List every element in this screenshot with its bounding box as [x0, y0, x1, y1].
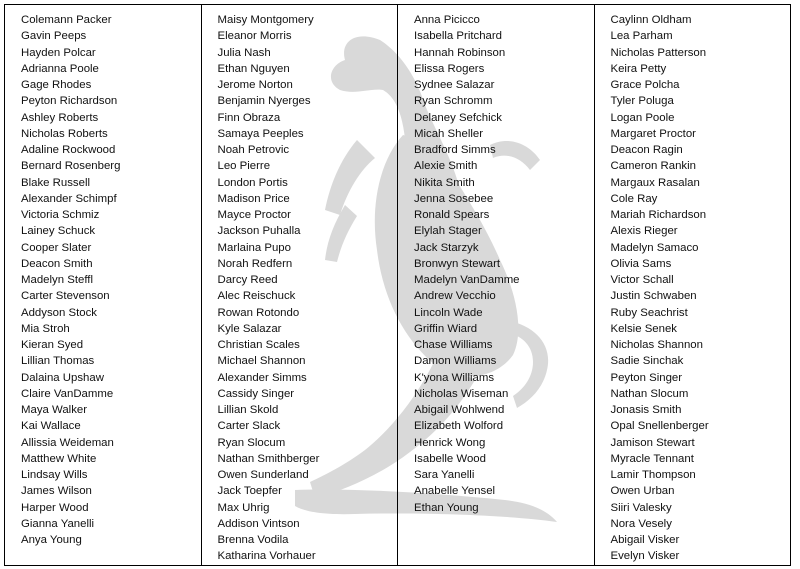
list-item: Noah Petrovic: [217, 144, 290, 156]
list-item: Hayden Polcar: [21, 46, 96, 59]
list-item: Evelyn Visker: [610, 550, 680, 563]
list-item: Mia Stroh: [21, 322, 70, 335]
list-item: Maisy Montgomery: [217, 14, 314, 26]
list-item: Madison Price: [217, 192, 290, 205]
list-item: Colemann Packer: [21, 14, 112, 26]
list-item: Elylah Stager: [414, 225, 482, 238]
list-item: Madelyn VanDamme: [414, 274, 520, 286]
list-item: Rowan Rotondo: [217, 306, 300, 319]
list-item: Peyton Singer: [610, 371, 683, 384]
list-item: Isabelle Wood: [414, 452, 486, 465]
list-item: Victoria Schmiz: [21, 209, 100, 221]
list-item: Justin Schwaben: [610, 290, 697, 303]
list-item: Chase Williams: [414, 339, 493, 351]
list-item: Carter Slack: [217, 420, 281, 433]
list-item: Eleanor Morris: [217, 30, 292, 43]
list-item: Anna Picicco: [414, 14, 480, 26]
list-item: Julia Nash: [217, 46, 271, 59]
list-item: Ethan Nguyen: [217, 62, 290, 75]
list-item: Finn Obraza: [217, 111, 281, 124]
list-item: Matthew White: [21, 452, 97, 465]
list-item: Bernard Rosenberg: [21, 160, 121, 173]
column-2: [201, 5, 398, 566]
list-item: Kelsie Senek: [610, 322, 677, 335]
list-item: Benjamin Nyerges: [217, 95, 311, 108]
list-item: Damon Williams: [414, 355, 497, 368]
list-item: Anabelle Yensel: [414, 485, 496, 498]
list-item: Blake Russell: [21, 176, 91, 189]
list-item: Tyler Poluga: [610, 95, 674, 108]
list-item: K'yona Williams: [414, 371, 495, 384]
list-item: Madelyn Steffl: [21, 274, 93, 286]
list-item: Cameron Rankin: [610, 160, 696, 173]
list-item: Micah Sheller: [414, 127, 484, 140]
table-row: [5, 5, 791, 566]
column-1: [5, 5, 202, 566]
list-item: Madelyn Samaco: [610, 241, 699, 254]
list-item: Logan Poole: [610, 111, 675, 124]
name-list: [414, 12, 594, 516]
list-item: Elizabeth Wolford: [414, 420, 504, 433]
list-item: Kai Wallace: [21, 420, 81, 433]
list-item: Deacon Smith: [21, 257, 93, 270]
list-item: Ronald Spears: [414, 209, 490, 221]
list-item: Griffin Wiard: [414, 322, 478, 335]
list-item: Owen Sunderland: [217, 469, 309, 481]
list-item: Bradford Simms: [414, 144, 496, 156]
list-item: Nicholas Wiseman: [414, 387, 509, 400]
list-item: Gavin Peeps: [21, 30, 87, 43]
list-item: Cooper Slater: [21, 241, 92, 254]
list-item: Darcy Reed: [217, 274, 278, 286]
list-item: Margaret Proctor: [610, 127, 696, 140]
list-item: Alec Reischuck: [217, 290, 296, 303]
list-item: Jack Toepfer: [217, 485, 282, 498]
list-item: Victor Schall: [610, 274, 674, 286]
list-item: Jenna Sosebee: [414, 192, 494, 205]
list-item: Max Uhrig: [217, 501, 270, 514]
list-item: Grace Polcha: [610, 79, 680, 91]
list-item: Dalaina Upshaw: [21, 371, 104, 384]
list-item: Nicholas Shannon: [610, 339, 703, 351]
list-item: Sara Yanelli: [414, 469, 475, 481]
list-item: Lamir Thompson: [610, 469, 696, 481]
list-item: Jonasis Smith: [610, 404, 682, 416]
list-item: Cassidy Singer: [217, 387, 295, 400]
list-item: Elissa Rogers: [414, 62, 485, 75]
list-item: Samaya Peeples: [217, 127, 304, 140]
list-item: Adaline Rockwood: [21, 144, 116, 156]
list-item: Leo Pierre: [217, 160, 271, 173]
list-item: Adrianna Poole: [21, 62, 99, 75]
list-item: Olivia Sams: [610, 257, 672, 270]
list-item: Jackson Puhalla: [217, 225, 301, 238]
column-3: [398, 5, 595, 566]
list-item: Carter Stevenson: [21, 290, 110, 303]
list-item: Lindsay Wills: [21, 469, 88, 481]
list-item: Allissia Weideman: [21, 436, 114, 449]
list-item: Nora Vesely: [610, 517, 672, 530]
list-item: Nikita Smith: [414, 176, 475, 189]
list-item: Sadie Sinchak: [610, 355, 684, 368]
list-item: Addyson Stock: [21, 306, 97, 319]
list-item: Deacon Ragin: [610, 144, 683, 156]
list-item: Kyle Salazar: [217, 322, 282, 335]
list-item: Alexander Simms: [217, 371, 307, 384]
list-item: Nicholas Roberts: [21, 127, 108, 140]
list-item: Anya Young: [21, 534, 82, 546]
list-item: Abigail Visker: [610, 534, 680, 546]
list-item: Lea Parham: [610, 30, 673, 43]
names-table: [4, 4, 791, 566]
list-item: Henrick Wong: [414, 436, 486, 449]
list-item: Claire VanDamme: [21, 387, 114, 400]
list-item: Harper Wood: [21, 501, 89, 514]
list-item: Brenna Vodila: [217, 534, 289, 546]
list-item: Mariah Richardson: [610, 209, 707, 221]
list-item: Isabella Pritchard: [414, 30, 503, 43]
list-item: Jamison Stewart: [610, 436, 695, 449]
list-item: Ethan Young: [414, 501, 479, 514]
list-item: Ryan Schromm: [414, 95, 493, 108]
list-item: Mayce Proctor: [217, 209, 291, 221]
list-item: Addison Vintson: [217, 517, 300, 530]
list-item: Gianna Yanelli: [21, 517, 95, 530]
list-item: Caylinn Oldham: [610, 14, 692, 26]
list-item: Opal Snellenberger: [610, 420, 709, 433]
list-item: Margaux Rasalan: [610, 176, 700, 189]
list-item: Nathan Slocum: [610, 387, 689, 400]
list-item: Hannah Robinson: [414, 46, 506, 59]
list-item: Jack Starzyk: [414, 241, 479, 254]
list-item: Delaney Sefchick: [414, 111, 503, 124]
list-item: Marlaina Pupo: [217, 241, 291, 254]
list-item: Lincoln Wade: [414, 306, 483, 319]
list-item: Siiri Valesky: [610, 501, 672, 514]
list-item: Abigail Wohlwend: [414, 404, 505, 416]
list-item: Christian Scales: [217, 339, 300, 351]
list-item: Keira Petty: [610, 62, 667, 75]
list-item: Alexis Rieger: [610, 225, 678, 238]
list-item: Lillian Thomas: [21, 355, 95, 368]
list-item: London Portis: [217, 176, 288, 189]
name-list: [21, 12, 201, 548]
list-item: Nathan Smithberger: [217, 452, 320, 465]
list-item: Myracle Tennant: [610, 452, 694, 465]
list-item: Lainey Schuck: [21, 225, 96, 238]
list-item: Norah Redfern: [217, 257, 293, 270]
list-item: Jerome Norton: [217, 79, 293, 91]
list-item: Owen Urban: [610, 485, 675, 498]
list-item: Ashley Roberts: [21, 111, 99, 124]
column-4: [594, 5, 791, 566]
list-item: Alexie Smith: [414, 160, 478, 173]
list-item: Peyton Richardson: [21, 95, 118, 108]
list-item: Gage Rhodes: [21, 79, 92, 91]
list-item: Katharina Vorhauer: [217, 550, 316, 563]
name-list: [218, 12, 398, 565]
list-item: James Wilson: [21, 485, 92, 498]
list-item: Maya Walker: [21, 404, 88, 416]
list-item: Lillian Skold: [217, 404, 279, 416]
list-item: Andrew Vecchio: [414, 290, 496, 303]
list-item: Ryan Slocum: [217, 436, 286, 449]
name-list: [611, 12, 791, 565]
list-item: Alexander Schimpf: [21, 192, 117, 205]
list-item: Nicholas Patterson: [610, 46, 707, 59]
list-item: Sydnee Salazar: [414, 79, 495, 91]
list-item: Cole Ray: [610, 192, 658, 205]
list-item: Bronwyn Stewart: [414, 257, 501, 270]
list-item: Kieran Syed: [21, 339, 84, 351]
list-item: Michael Shannon: [217, 355, 306, 368]
list-item: Ruby Seachrist: [610, 306, 688, 319]
